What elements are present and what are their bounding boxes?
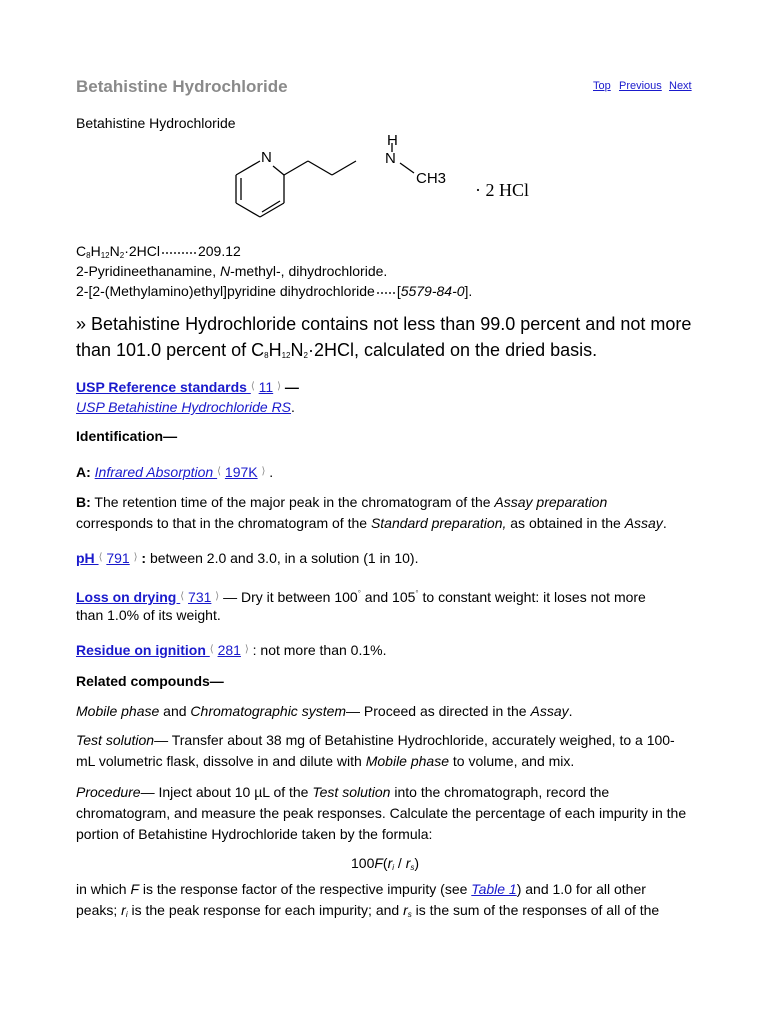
page-title: Betahistine Hydrochloride — [76, 77, 288, 96]
molecular-weight: 209.12 — [197, 243, 241, 259]
compound-name: Betahistine Hydrochloride — [76, 115, 236, 131]
mobile-phase-line: Mobile phase and Chromatographic system— Proceed as directed in the Assay. — [76, 703, 573, 719]
infrared-absorption-link[interactable]: Infrared Absorption — [94, 464, 218, 480]
where-line-2: peaks; $r_i$ is the peak response for each impurity; and $r_s$ is the sum of the responses of all of the — [76, 902, 660, 919]
chemical-name-2: 2-[2-(Methylamino)ethyl]pyridine dihydrochloride [5579-84-0]. — [76, 283, 473, 299]
molecular-formula-line: $C_8H_{12}N_2\cdot 2HCl$ 209.12 — [76, 243, 241, 260]
chapter-791-link[interactable]: 791 — [106, 550, 130, 566]
where-line-1: in which F is the response factor of the respective impurity (see Table 1) and 1.0 for all other — [76, 881, 646, 897]
nav-top-link[interactable]: Top — [593, 80, 611, 92]
related-compounds-heading: Related compounds— — [76, 673, 224, 689]
leader-dots — [377, 292, 395, 294]
ch3-label: CH3 — [416, 170, 447, 187]
usp-betahistine-rs-link[interactable]: USP Betahistine Hydrochloride RS — [76, 399, 292, 415]
impurity-formula: $100F(r_i / r_s)$ — [351, 855, 420, 872]
salt-label: · 2 HCl — [475, 180, 529, 200]
residue-on-ignition-link[interactable]: Residue on ignition — [76, 642, 210, 658]
nav-next-link[interactable]: Next — [669, 80, 692, 92]
procedure-line-2: chromatogram, and measure the peak responses. Calculate the percentage of each impurity in the — [76, 805, 687, 821]
identification-heading: Identification— — [76, 428, 178, 444]
cas-number: 5579-84-0 — [400, 283, 465, 299]
nav-previous-link[interactable]: Previous — [619, 80, 662, 92]
procedure-line-1: Procedure— Inject about 10 µL of the Test solution into the chromatograph, record the — [76, 784, 610, 800]
amine-n-label: N — [385, 150, 396, 167]
table-1-link[interactable]: Table 1 — [471, 881, 517, 897]
identification-b-line-1: B: The retention time of the major peak in the chromatogram of the Assay preparation — [76, 494, 608, 510]
definition-line-1: » Betahistine Hydrochloride contains not less than 99.0 percent and not more — [76, 314, 692, 334]
usp-rs-line: USP Betahistine Hydrochloride RS. — [76, 399, 295, 415]
ph-link[interactable]: pH — [76, 550, 99, 566]
loss-on-drying-line-2: than 1.0% of its weight. — [76, 607, 221, 623]
loss-on-drying-link[interactable]: Loss on drying — [76, 589, 181, 605]
leader-dots — [162, 252, 196, 254]
test-solution-line-2: mL volumetric flask, dissolve in and dilute with Mobile phase to volume, and mix. — [76, 753, 575, 769]
identification-a: A: Infrared Absorption ⟨ 197K ⟩ . — [76, 464, 274, 480]
test-solution-line-1: Test solution— Transfer about 38 mg of Betahistine Hydrochloride, accurately weighed, to a 100- — [76, 732, 675, 748]
identification-b-line-2: corresponds to that in the chromatogram of the Standard preparation, as obtained in the Assay. — [76, 515, 667, 531]
chemical-name-1: 2-Pyridineethanamine, N-methyl-, dihydrochloride. — [76, 263, 388, 279]
loss-on-drying-line-1: Loss on drying ⟨ 731 ⟩ — Dry it between 100° and 105° to constant weight: it loses not more — [76, 589, 646, 605]
usp-reference-standards: USP Reference standards ⟨ 11 ⟩ — — [76, 379, 299, 395]
procedure-line-3: portion of Betahistine Hydrochloride taken by the formula: — [76, 826, 433, 842]
usp-reference-standards-link[interactable]: USP Reference standards — [76, 379, 251, 395]
chapter-197k-link[interactable]: 197K — [224, 464, 258, 480]
definition-line-2: than 101.0 percent of $C_8H_{12}N_2\cdot 2HCl$, calculated on the dried basis. — [76, 340, 598, 360]
ring-n-label: N — [261, 149, 272, 166]
chapter-281-link[interactable]: 281 — [217, 642, 241, 658]
ph-section: pH ⟨ 791 ⟩ : between 2.0 and 3.0, in a solution (1 in 10). — [76, 550, 419, 566]
chapter-11-link[interactable]: 11 — [258, 379, 274, 395]
residue-on-ignition: Residue on ignition ⟨ 281 ⟩ : not more than 0.1%. — [76, 642, 387, 658]
h-label: H — [387, 132, 398, 149]
chapter-731-link[interactable]: 731 — [188, 589, 212, 605]
